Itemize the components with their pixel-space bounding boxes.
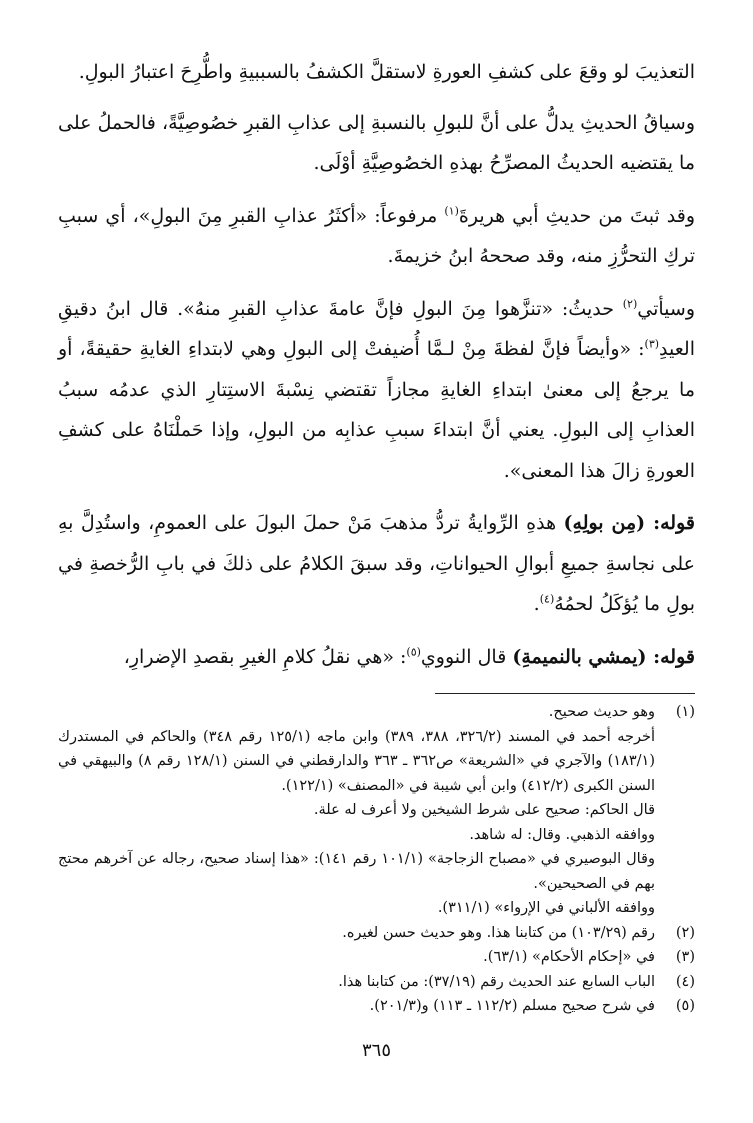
paragraph-6: قوله: (يمشي بالنميمةِ) قال النووي$^{(٥)}$: «هي نقلُ كلامِ الغيرِ بقصدِ الإضرارِ، (123, 645, 695, 668)
paragraph-2: وسياقُ الحديثِ يدلُّ على أنَّ للبولِ بالنسبةِ إلى عذابِ القبرِ خصُوصِيَّةً، فالحملُ على ما يقتضيه الحديثُ المصرِّحُ بهذهِ الخصُوصِيَّةِ أوْلَى. (58, 111, 695, 174)
footnote-line: وهو حديث صحيح. (548, 704, 655, 720)
main-text (58, 52, 695, 677)
footnote-3 (58, 945, 695, 970)
paragraph-3: وقد ثبتَ من حديثِ أبي هريرةَ$^{(١)}$ مرفوعاً: «أكثَرُ عذابِ القبرِ مِنَ البولِ»، أي سببِ تركِ التحرُّزِ منه، وقد صححهُ ابنُ خزيمةَ. (58, 204, 696, 267)
footnote-number: (٤) (675, 973, 695, 990)
footnote-5 (58, 994, 695, 1019)
footnote-line: الباب السابع عند الحديث رقم (٣٧/١٩): من كتابنا هذا. (338, 973, 655, 990)
footnote-line: في شرح صحيح مسلم (١١٢/٢ ـ ١١٣) و(٢٠١/٣). (369, 998, 655, 1014)
commentary-heading: قوله: (مِن بولِهِ) (563, 512, 695, 534)
footnote-line: أخرجه أحمد في المسند (٣٢٦/٢، ٣٨٨، ٣٨٩) وابن ماجه (١٢٥/١ رقم ٣٤٨) والحاكم في المستدرك (١٨٣/١) والآجري في «الشريعة» ص٣٦٢ ـ ٣٦٣ والدارقطني في السنن (١٢٨/١ رقم ٨) والبيهقي في السنن الكبرى (٤١٢/٢) وابن أبي شيبة في «المصنف» (١٢٢/١). (58, 728, 655, 794)
footnote-line: ووافقه الألباني في الإرواء» (٣١١/١). (437, 900, 655, 916)
footnote-line: رقم (١٠٣/٢٩) من كتابنا هذا. وهو حديث حسن لغيره. (342, 924, 655, 941)
footnote-number: (٢) (675, 924, 695, 941)
footnote-ref-1[interactable]: (١) (444, 204, 459, 218)
paragraph-4: وسيأتي$^{(٢)}$ حديثُ: «تنزَّهوا مِنَ البولِ فإنَّ عامةَ عذابِ القبرِ منهُ». قال ابنُ دقيقِ العيدِ$^{(٣)}$: «وأيضاً فإنَّ لفظةَ مِنْ لـمَّا أُضيفتْ إلى البولِ وهي لابتداءِ الغايةِ حقيقةً، أو ما يرجعُ إلى معنىٰ ابتداءِ الغايةِ مجازاً تقتضي نِسْبةَ الاستِتارِ الذي عدمُه سببُ العذابِ إلى البولِ. يعني أنَّ ابتداءَ سببِ عذابِه من البولِ، وإذا حَملْنَاهُ على كشفِ العورةِ زالَ هذا المعنى». (58, 297, 695, 482)
footnotes (58, 700, 695, 1019)
footnote-divider (435, 693, 695, 694)
footnote-number: (٣) (675, 949, 695, 965)
footnote-1 (58, 700, 695, 921)
footnote-line: قال الحاكم: صحيح على شرط الشيخين ولا أعرف له علة. (313, 802, 655, 818)
footnote-ref-5[interactable]: (٥) (406, 645, 421, 659)
footnote-4 (58, 970, 695, 995)
paragraph-1: التعذيبَ لو وقعَ على كشفِ العورةِ لاستقلَّ الكشفُ بالسببيةِ واطُّرِحَ اعتبارُ البولِ. (78, 61, 695, 83)
page-number: ٣٦٥ (361, 1040, 391, 1061)
paragraph-5: قوله: (مِن بولِهِ) هذهِ الرِّوايةُ تردُّ مذهبَ مَنْ حملَ البولَ على العمومِ، واستُدِلَّ بهِ على نجاسةِ جميعِ أبوالِ الحيواناتِ، وقد سبقَ الكلامُ على ذلكَ في بابِ الرُّخصةِ في بولِ ما يُؤكَلُ لحمُهُ$^{(٤)}$. (58, 512, 695, 615)
footnote-2 (58, 921, 695, 946)
footnote-ref-4[interactable]: (٤) (539, 592, 555, 606)
footnote-number: (١) (675, 704, 695, 720)
footnote-ref-2[interactable]: (٢) (622, 297, 638, 311)
footnote-line: ووافقه الذهبي. وقال: له شاهد. (469, 826, 655, 843)
footnote-line: في «إحكام الأحكام» (٦٣/١). (483, 949, 655, 965)
footnote-line: وقال البوصيري في «مصباح الزجاجة» (١٠١/١ رقم ١٤١): «هذا إسناد صحيح، رجاله عن آخرهم محتج بهم في الصحيحين». (58, 851, 655, 892)
footnote-ref-3[interactable]: (٣) (644, 337, 660, 351)
commentary-heading: قوله: (يمشي بالنميمةِ) (512, 645, 695, 668)
footnote-number: (٥) (675, 998, 695, 1014)
